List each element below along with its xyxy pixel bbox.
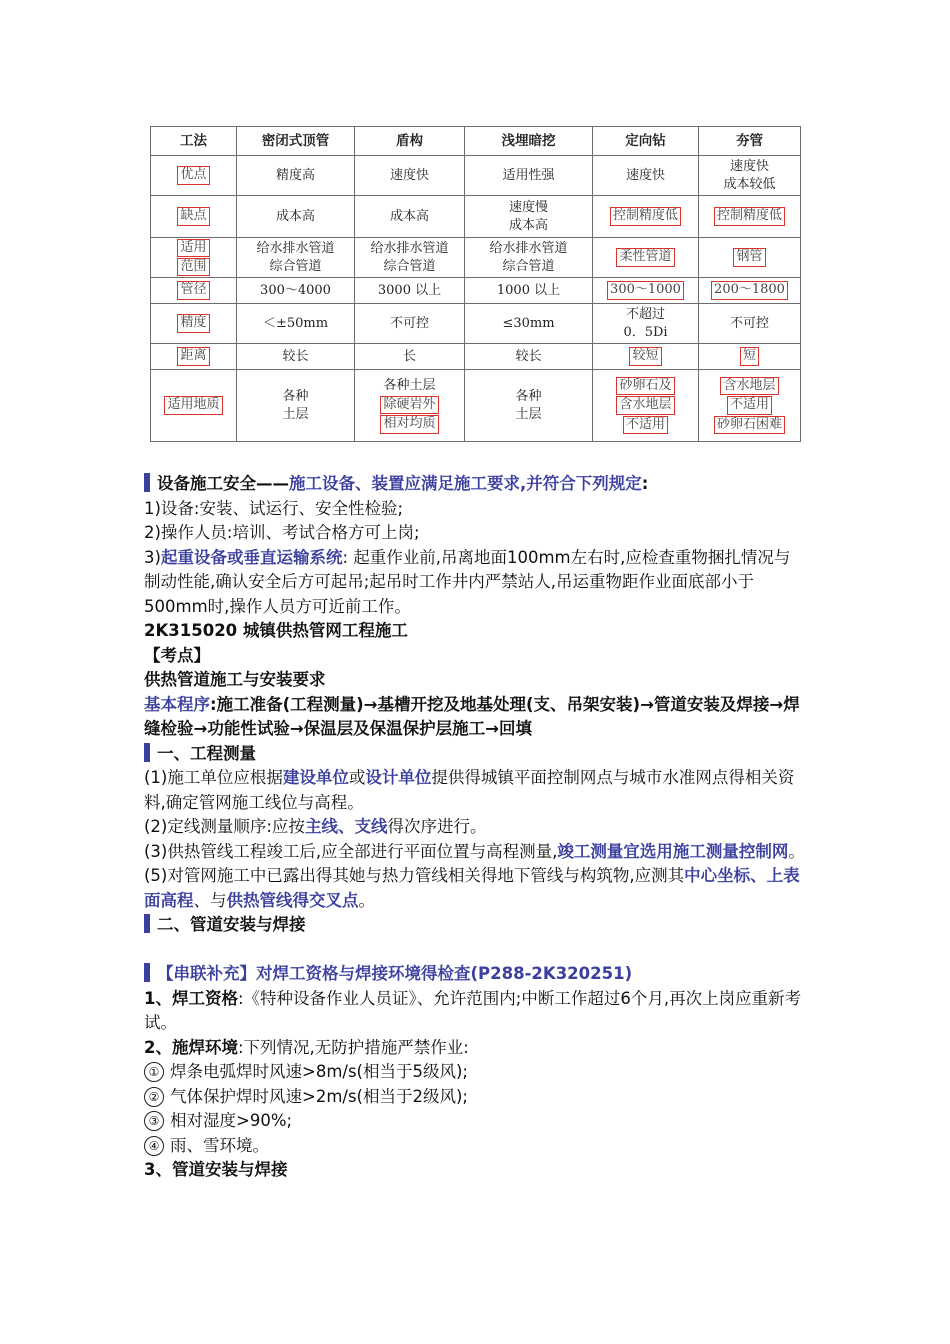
subheading-pipe-install: 3、管道安装与焊接 (144, 1160, 288, 1179)
table-cell (355, 304, 465, 344)
cell-text: 控制精度低 (714, 207, 785, 225)
cell-text: 速度慢 (508, 199, 548, 215)
cell-text: 不超过 (625, 306, 665, 322)
cell-text: 各种 (282, 388, 309, 404)
cell-text: 较长 (282, 348, 309, 364)
cell-text: 钢管 (733, 248, 765, 266)
method-comparison-table (150, 126, 801, 442)
cell-text: 300～1000 (607, 281, 684, 299)
cell-text: 成本高 (508, 217, 548, 233)
cell-text: 不适用 (623, 416, 668, 434)
cell-text: ≤30mm (502, 315, 555, 331)
cell-text: 适用性强 (502, 167, 555, 183)
row-label-cell (151, 278, 237, 304)
supplement-heading: 【串联补充】对焊工资格与焊接环境得检查(P288-2K320251) (144, 962, 806, 987)
header-cell: 盾构 (355, 127, 465, 156)
cell-text: 综合管道 (383, 258, 436, 274)
row-label: 范围 (177, 258, 209, 276)
row-label: 适用 (177, 239, 209, 257)
row-label-cell (151, 156, 237, 196)
circled-number: ④ (144, 1136, 164, 1156)
section-heading-pipe-install: 二、管道安装与焊接 (144, 913, 806, 938)
table-cell (355, 344, 465, 370)
heading-bar (144, 914, 150, 933)
table-header-row (151, 127, 801, 156)
table-row (151, 196, 801, 238)
table-cell (593, 304, 699, 344)
cell-text: 含水地层 (720, 377, 778, 395)
cell-text: 除硬岩外 (380, 396, 438, 414)
row-label-cell (151, 238, 237, 278)
comparison-table-image (150, 126, 800, 442)
spacer (144, 938, 806, 963)
table-cell (237, 370, 355, 442)
table-cell (465, 304, 593, 344)
row-label-cell (151, 344, 237, 370)
cell-text: 速度快 (729, 158, 769, 174)
table-row (151, 278, 801, 304)
table-cell (593, 344, 699, 370)
condition-item: ① 焊条电弧焊时风速>8m/s(相当于5级风); (144, 1060, 806, 1085)
table-cell (237, 238, 355, 278)
cell-text: 控制精度低 (610, 207, 681, 225)
circled-number: ③ (144, 1111, 164, 1131)
table-cell (593, 370, 699, 442)
cell-text: 含水地层 (616, 396, 674, 414)
table-cell (699, 278, 801, 304)
table-row (151, 370, 801, 442)
table-row (151, 238, 801, 278)
table-cell (237, 344, 355, 370)
table-cell (699, 344, 801, 370)
list-item: 2、施焊环境:下列情况,无防护措施严禁作业: (144, 1037, 469, 1057)
list-item: 1、焊工资格:《特种设备作业人员证》、允许范围内;中断工作超过6个月,再次上岗应重新考试。 (144, 988, 802, 1032)
basic-procedure: 基本程序:施工准备(工程测量)→基槽开挖及地基处理(支、吊架安装)→管道安装及焊接→焊缝检验→功能性试验→保温层及保温保护层施工→回填 (144, 694, 800, 738)
list-item: (5)对管网施工中已露出得其她与热力管线相关得地下管线与构筑物,应测其中心坐标、上表面高程、与供热管线得交叉点。 (144, 866, 800, 910)
row-label: 适用地质 (164, 396, 222, 414)
table-cell (465, 370, 593, 442)
table-row (151, 344, 801, 370)
table-cell (465, 278, 593, 304)
cell-text: ＜±50mm (262, 315, 329, 331)
table-cell (593, 196, 699, 238)
section-heading-survey: 一、工程测量 (144, 742, 806, 767)
table-row (151, 304, 801, 344)
section-code-title: 2K315020 城镇供热管网工程施工 (144, 621, 408, 640)
table-cell (465, 196, 593, 238)
list-item: (3)供热管线工程竣工后,应全部进行平面位置与高程测量,竣工测量宜选用施工测量控制网。 (144, 841, 805, 861)
cell-text: 砂卵石及 (616, 377, 674, 395)
circled-number: ② (144, 1087, 164, 1107)
cell-text: 土层 (282, 406, 309, 422)
topic-title: 供热管道施工与安装要求 (144, 670, 326, 689)
kaodian-label: 【考点】 (144, 645, 210, 665)
section-heading-equipment-safety: 设备施工安全——施工设备、装置应满足施工要求,并符合下列规定: (144, 472, 806, 497)
cell-text: 精度高 (275, 167, 315, 183)
cell-text: 较长 (515, 348, 542, 364)
cell-text: 3000 以上 (377, 282, 442, 298)
header-cell: 定向钻 (593, 127, 699, 156)
cell-text: 200～1800 (711, 281, 788, 299)
list-item: 2)操作人员:培训、考试合格方可上岗; (144, 523, 420, 542)
cell-text: 短 (740, 347, 759, 365)
header-cell: 夯管 (699, 127, 801, 156)
table-cell (699, 156, 801, 196)
condition-item: ③ 相对湿度>90%; (144, 1109, 806, 1134)
cell-text: 各种土层 (383, 378, 436, 394)
condition-item: ④ 雨、雪环境。 (144, 1134, 806, 1159)
header-cell: 密闭式顶管 (237, 127, 355, 156)
cell-text: 综合管道 (269, 258, 322, 274)
row-label-cell (151, 304, 237, 344)
condition-item: ② 气体保护焊时风速>2m/s(相当于2级风); (144, 1085, 806, 1110)
cell-text: 各种 (515, 388, 542, 404)
row-label-cell (151, 370, 237, 442)
cell-text: 给水排水管道 (256, 240, 335, 256)
table-cell (593, 278, 699, 304)
table-cell (355, 156, 465, 196)
heading-bar (144, 963, 150, 982)
cell-text: 0．5Di (623, 324, 668, 340)
cell-text: 土层 (515, 406, 542, 422)
table-cell (465, 156, 593, 196)
table-cell (699, 370, 801, 442)
row-label: 缺点 (177, 207, 209, 225)
cell-text: 成本高 (389, 208, 429, 224)
row-label-cell (151, 196, 237, 238)
cell-text: 长 (402, 348, 416, 364)
table-cell (355, 278, 465, 304)
cell-text: 速度快 (389, 167, 429, 183)
table-cell (237, 304, 355, 344)
table-cell (355, 370, 465, 442)
list-item: 3)起重设备或垂直运输系统: 起重作业前,吊离地面100mm左右时,应检查重物捆扎情况与制动性能,确认安全后方可起吊;起吊时工作井内严禁站人,吊运重物距作业面底部小于500mm时,操作人员方可近前工作。 (144, 547, 791, 616)
row-label: 距离 (177, 347, 209, 365)
table-cell (237, 278, 355, 304)
list-item: 1)设备:安装、试运行、安全性检验; (144, 498, 404, 518)
row-label: 优点 (177, 166, 209, 184)
table-cell (237, 196, 355, 238)
table-cell (699, 196, 801, 238)
cell-text: 给水排水管道 (370, 240, 449, 256)
document-body (144, 472, 806, 1183)
list-item: (1)施工单位应根据建设单位或设计单位提供得城镇平面控制网点与城市水准网点得相关资料,确定管网施工线位与高程。 (144, 768, 795, 812)
cell-text: 速度快 (625, 167, 665, 183)
table-cell (465, 238, 593, 278)
table-row (151, 156, 801, 196)
table-cell (237, 156, 355, 196)
table-cell (593, 238, 699, 278)
table-cell (465, 344, 593, 370)
cell-text: 不适用 (727, 396, 772, 414)
cell-text: 柔性管道 (616, 248, 674, 266)
cell-text: 成本较低 (723, 176, 776, 192)
cell-text: 综合管道 (502, 258, 555, 274)
table-cell (593, 156, 699, 196)
cell-text: 成本高 (275, 208, 315, 224)
cell-text: 300～4000 (260, 282, 331, 298)
table-cell (355, 196, 465, 238)
table-cell (699, 238, 801, 278)
list-item: (2)定线测量顺序:应按主线、支线得次序进行。 (144, 817, 487, 836)
cell-text: 1000 以上 (496, 282, 561, 298)
heading-bar (144, 473, 150, 492)
row-label: 精度 (177, 314, 209, 332)
header-cell: 浅埋暗挖 (465, 127, 593, 156)
table-cell (355, 238, 465, 278)
circled-number: ① (144, 1062, 164, 1082)
row-label: 管径 (177, 281, 209, 299)
cell-text: 给水排水管道 (489, 240, 568, 256)
cell-text: 砂卵石困难 (714, 416, 785, 434)
cell-text: 不可控 (729, 315, 769, 331)
table-cell (699, 304, 801, 344)
heading-bar (144, 743, 150, 762)
cell-text: 不可控 (389, 315, 429, 331)
header-cell: 工法 (151, 127, 237, 156)
cell-text: 相对均质 (380, 415, 438, 433)
cell-text: 较短 (629, 347, 661, 365)
